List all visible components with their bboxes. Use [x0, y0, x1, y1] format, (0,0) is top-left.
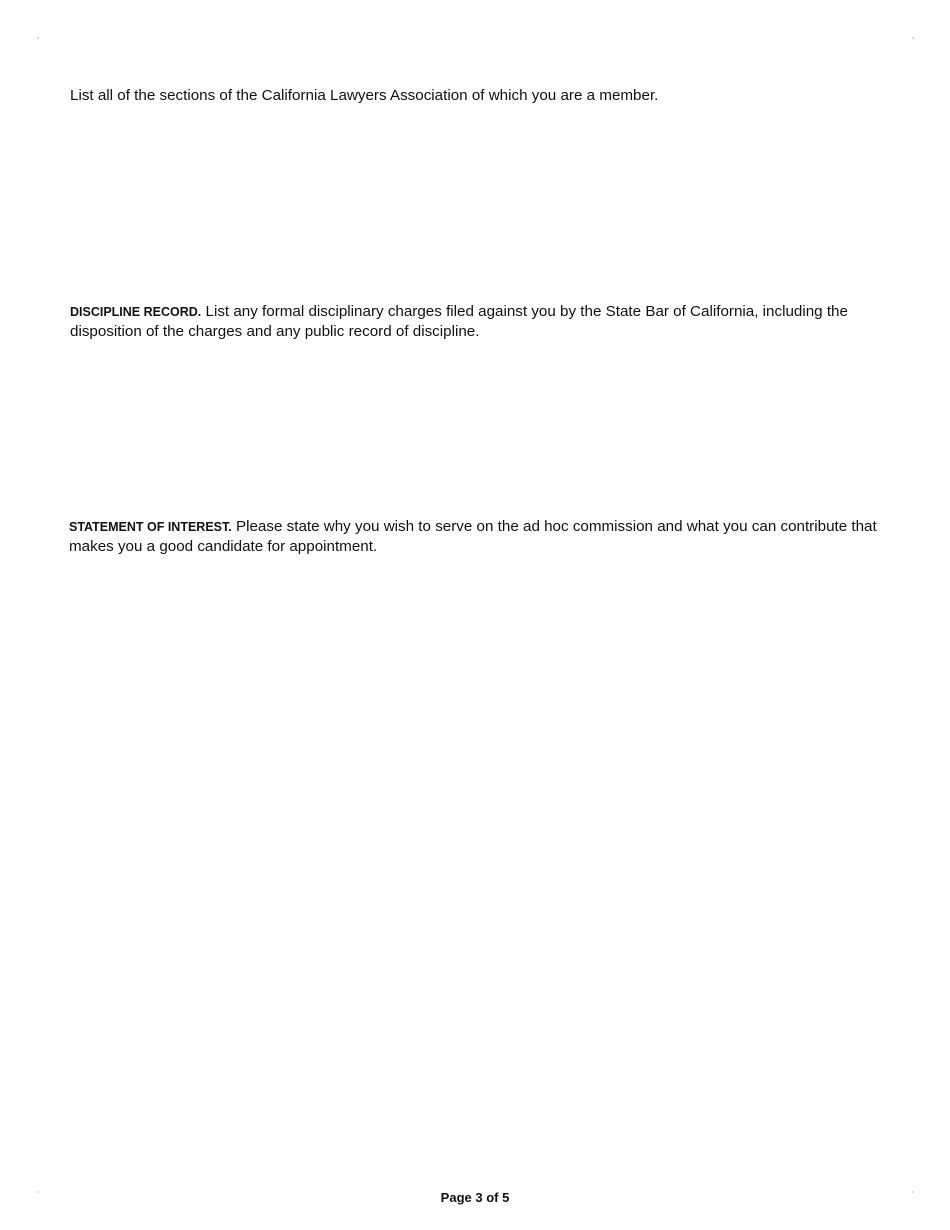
- cla-sections-text: List all of the sections of the California Lawyers Association of which you are a member.: [70, 87, 659, 104]
- cla-sections-question: [70, 86, 885, 105]
- corner-mark-top-right: [912, 37, 914, 39]
- statement-of-interest-text: Please state why you wish to serve on the ad hoc commission and what you can contribute that makes you a good candidate for appointment.: [69, 518, 877, 555]
- corner-mark-top-left: [37, 37, 39, 39]
- discipline-record-text: List any formal disciplinary charges filed against you by the State Bar of California, including the disposition of the charges and any public record of discipline.: [70, 303, 848, 340]
- statement-of-interest-heading: STATEMENT OF INTEREST.: [69, 520, 232, 534]
- page-number: Page 3 of 5: [440, 1190, 510, 1205]
- discipline-record-heading: DISCIPLINE RECORD.: [70, 305, 202, 319]
- discipline-record-question: [70, 302, 885, 341]
- statement-of-interest-question: [69, 517, 889, 556]
